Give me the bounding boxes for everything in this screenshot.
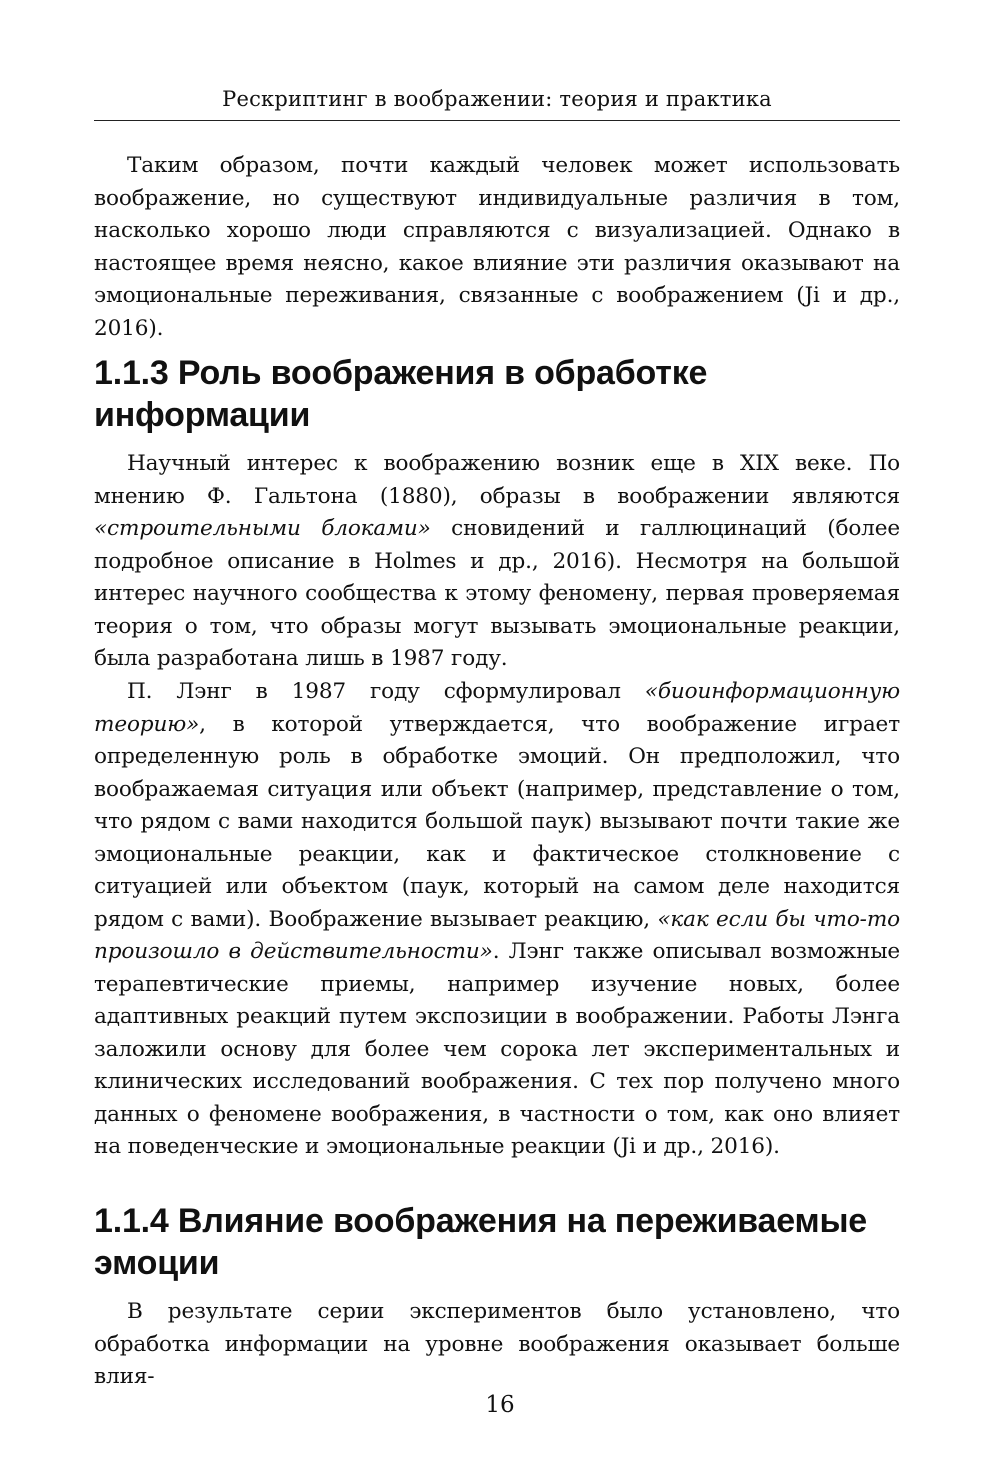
section-heading-1-1-3: 1.1.3 Роль воображения в обработке информации [94,354,708,434]
running-head: Рескриптинг в воображении: теория и практика [222,87,772,111]
paragraph-3-italic-2: «как если бы что-то произошло в действительности» [94,906,900,964]
paragraph-3-text-a: П. Лэнг в 1987 году сформулировал [127,679,645,704]
paragraph-2-text-b: сновидений и галлюцинаций (более подробное описание в Holmes и др., 2016). Несмотря на большой интерес научного сообщества к этому феномену, первая проверяемая теория о том, что образы могут вызывать эмоциональные реакции, была разработана лишь в 1987 году. [94,516,900,671]
paragraph-2-italic: «строительными блоками» [94,516,431,541]
paragraph-3 [94,676,900,1164]
paragraph-3-text-c: . Лэнг также описывал возможные терапевтические приемы, например изучение новых, более адаптивных реакций путем экспозиции в воображении. Работы Лэнга заложили основу для более чем сорока лет экспериментальных и клинических исследований воображения. С тех пор получено много данных о феномене воображения, в частности о том, как оно влияет на поведенческие и эмоциональные реакции (Ji и др., 2016). [94,939,900,1159]
paragraph-2-text-a: Научный интерес к воображению возник еще в XIX веке. По мнению Ф. Гальтона (1880), образы в воображении являются [94,451,900,509]
paragraph-4-text: В результате серии экспериментов было установлено, что обработка информации на уровне воображения оказывает больше влия- [94,1299,900,1389]
page-number: 16 [485,1392,515,1418]
paragraph-4 [94,1296,900,1394]
paragraph-1 [94,150,900,345]
paragraph-1-text: Таким образом, почти каждый человек может использовать воображение, но существуют индивидуальные различия в том, насколько хорошо люди справляются с визуализацией. Однако в настоящее время неясно, какое влияние эти различия оказывают на эмоциональные переживания, связанные с воображением (Ji и др., 2016). [94,153,900,341]
header-rule [94,120,900,121]
paragraph-3-text-b: , в которой утверждается, что воображение играет определенную роль в обработке эмоций. Он предположил, что воображаемая ситуация или объект (например, представление о том, что рядом с вами находится большой паук) вызывают почти такие же эмоциональные реакции, как и фактическое столкновение с ситуацией или объектом (паук, который на самом деле находится рядом с вами). Воображение вызывает реакцию, [94,711,900,932]
section-heading-1-1-4: 1.1.4 Влияние воображения на переживаемые эмоции [94,1202,868,1282]
paragraph-2 [94,448,900,676]
paragraph-3-italic-1: «биоинформационную теорию» [94,679,900,737]
